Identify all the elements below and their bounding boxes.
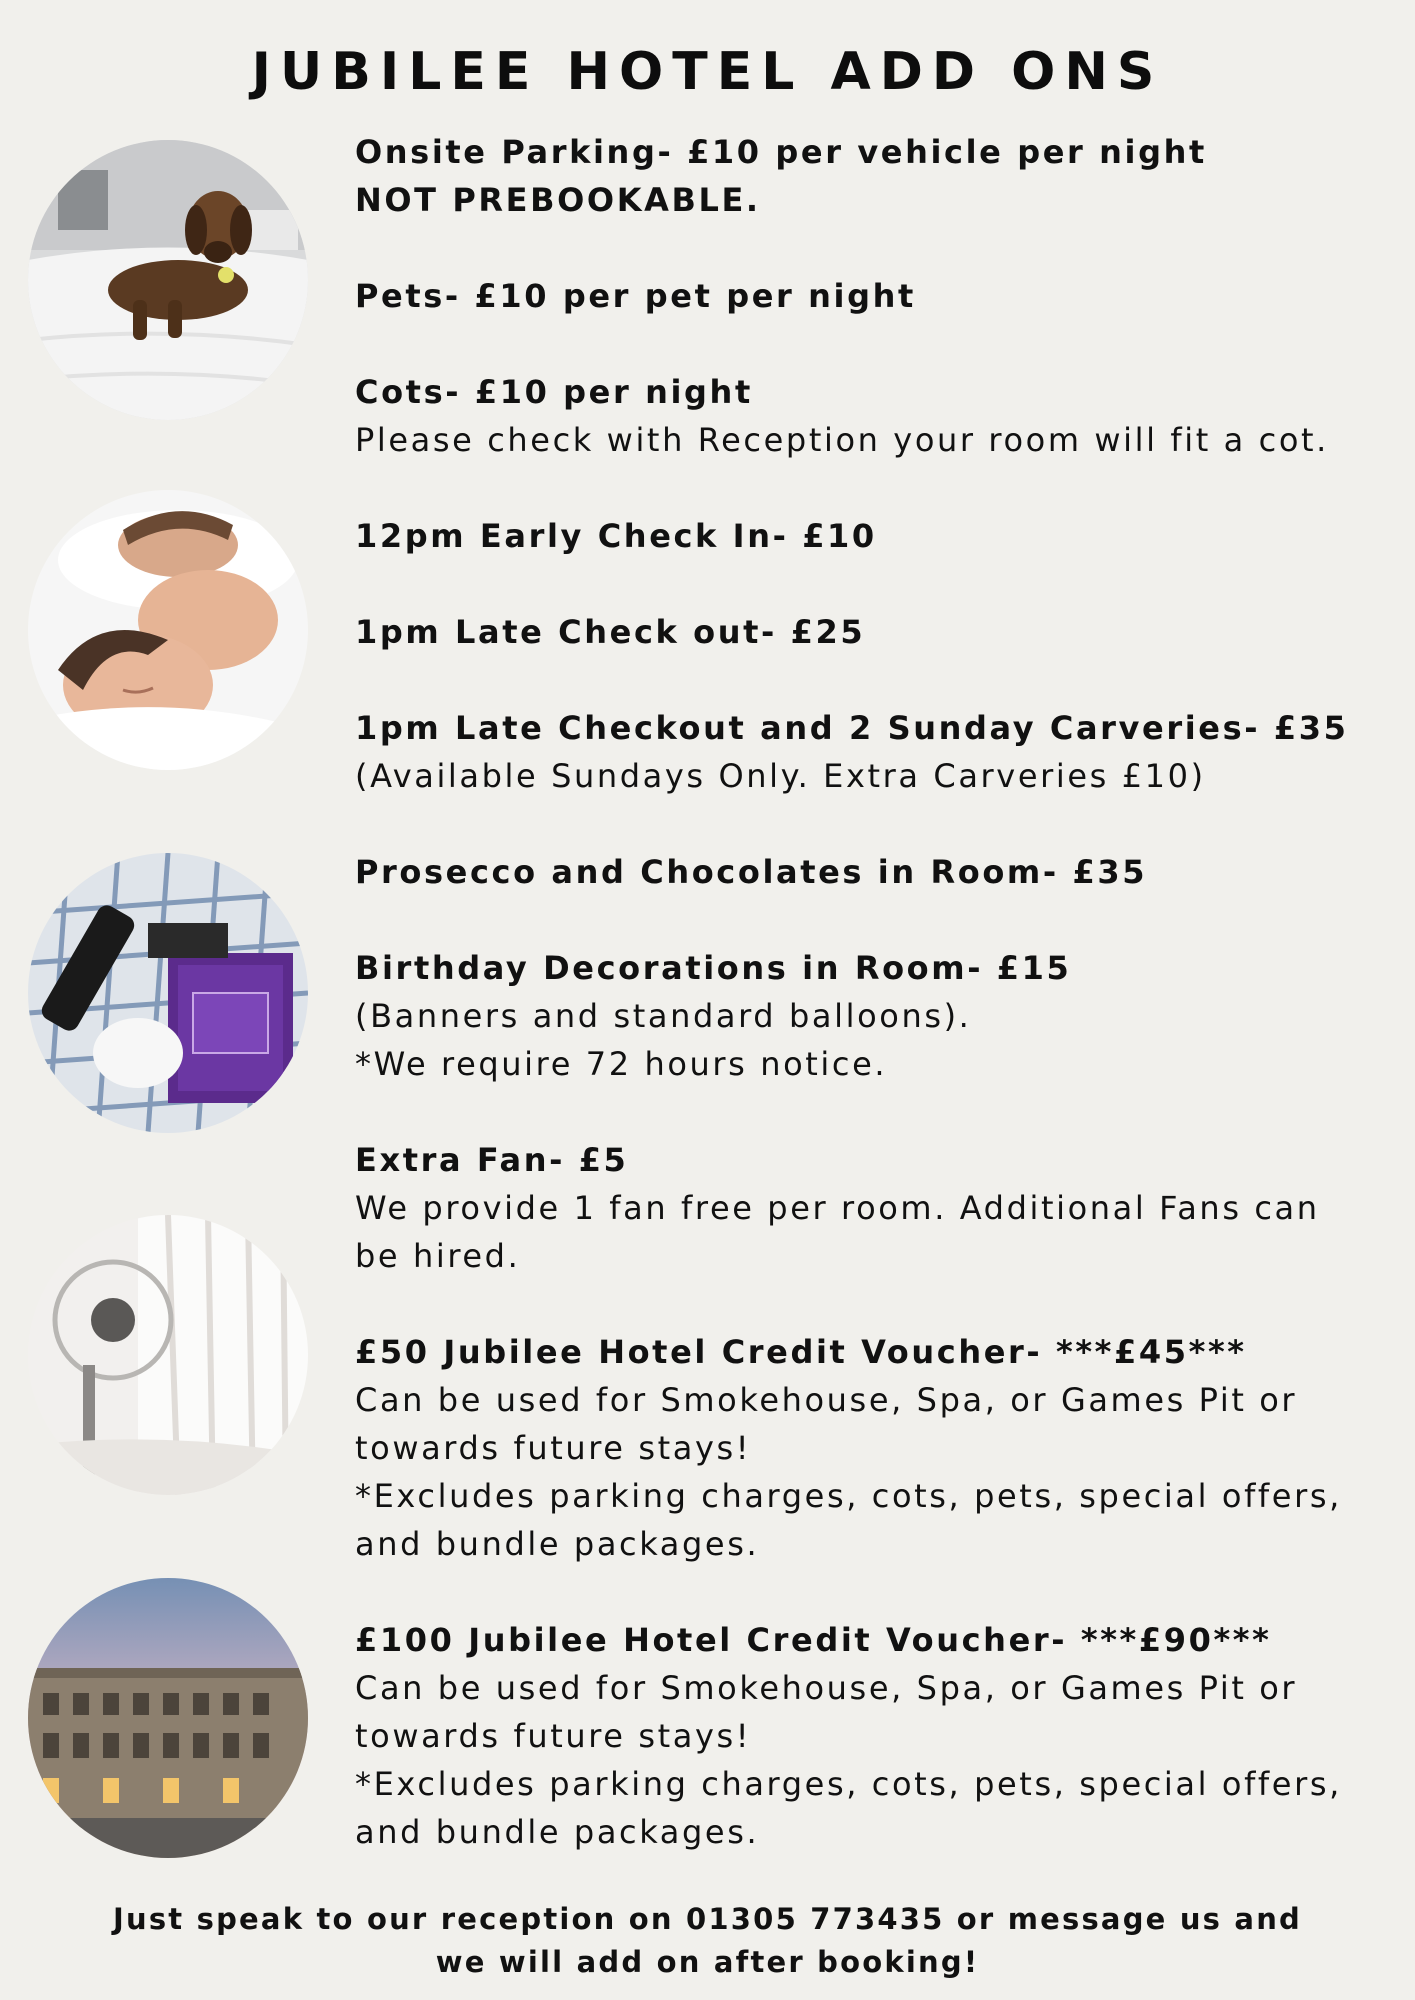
page-title: JUBILEE HOTEL ADD ONS — [251, 42, 1164, 102]
cots-item: Cots- £10 per night — [355, 373, 753, 411]
late-checkout-item: 1pm Late Check out- £25 — [355, 613, 866, 651]
birthday-item: Birthday Decorations in Room- £15 — [355, 949, 1072, 987]
pets-item: Pets- £10 per pet per night — [355, 277, 916, 315]
voucher-50-item: £50 Jubilee Hotel Credit Voucher- ***£45*** — [355, 1333, 1247, 1371]
voucher-100-item: £100 Jubilee Hotel Credit Voucher- ***£90*** — [355, 1621, 1272, 1659]
fan-item: Extra Fan- £5 — [355, 1141, 629, 1179]
fan-note-cont: be hired. — [355, 1237, 521, 1275]
footer-contact-line: Just speak to our reception on 01305 773435 or message us and — [112, 1902, 1303, 1936]
voucher-50-exclusions-2: and bundle packages. — [355, 1525, 760, 1563]
sleeping-couple-photo — [28, 490, 308, 770]
prosecco-chocolates-photo — [28, 853, 308, 1133]
parking-item: Onsite Parking- £10 per vehicle per night — [355, 133, 1207, 171]
hotel-building-photo — [28, 1578, 308, 1858]
voucher-50-note: Can be used for Smokehouse, Spa, or Games Pit or — [355, 1381, 1298, 1419]
voucher-100-note: Can be used for Smokehouse, Spa, or Games Pit or — [355, 1669, 1298, 1707]
carvery-item: 1pm Late Checkout and 2 Sunday Carveries- £35 — [355, 709, 1349, 747]
fan-note: We provide 1 fan free per room. Additional Fans can — [355, 1189, 1320, 1227]
carvery-note: (Available Sundays Only. Extra Carveries £10) — [355, 757, 1206, 795]
voucher-50-note-2: towards future stays! — [355, 1429, 752, 1467]
fan-window-photo — [28, 1215, 308, 1495]
voucher-50-exclusions: *Excludes parking charges, cots, pets, special offers, — [355, 1477, 1342, 1515]
parking-note: NOT PREBOOKABLE. — [355, 181, 761, 219]
voucher-100-exclusions-2: and bundle packages. — [355, 1813, 760, 1851]
cots-note: Please check with Reception your room will fit a cot. — [355, 421, 1329, 459]
footer-booking-line: we will add on after booking! — [435, 1945, 980, 1979]
early-checkin-item: 12pm Early Check In- £10 — [355, 517, 877, 555]
voucher-100-note-2: towards future stays! — [355, 1717, 752, 1755]
dog-on-bed-photo — [28, 140, 308, 420]
birthday-notice: *We require 72 hours notice. — [355, 1045, 888, 1083]
voucher-100-exclusions: *Excludes parking charges, cots, pets, special offers, — [355, 1765, 1342, 1803]
birthday-note: (Banners and standard balloons). — [355, 997, 972, 1035]
prosecco-item: Prosecco and Chocolates in Room- £35 — [355, 853, 1148, 891]
